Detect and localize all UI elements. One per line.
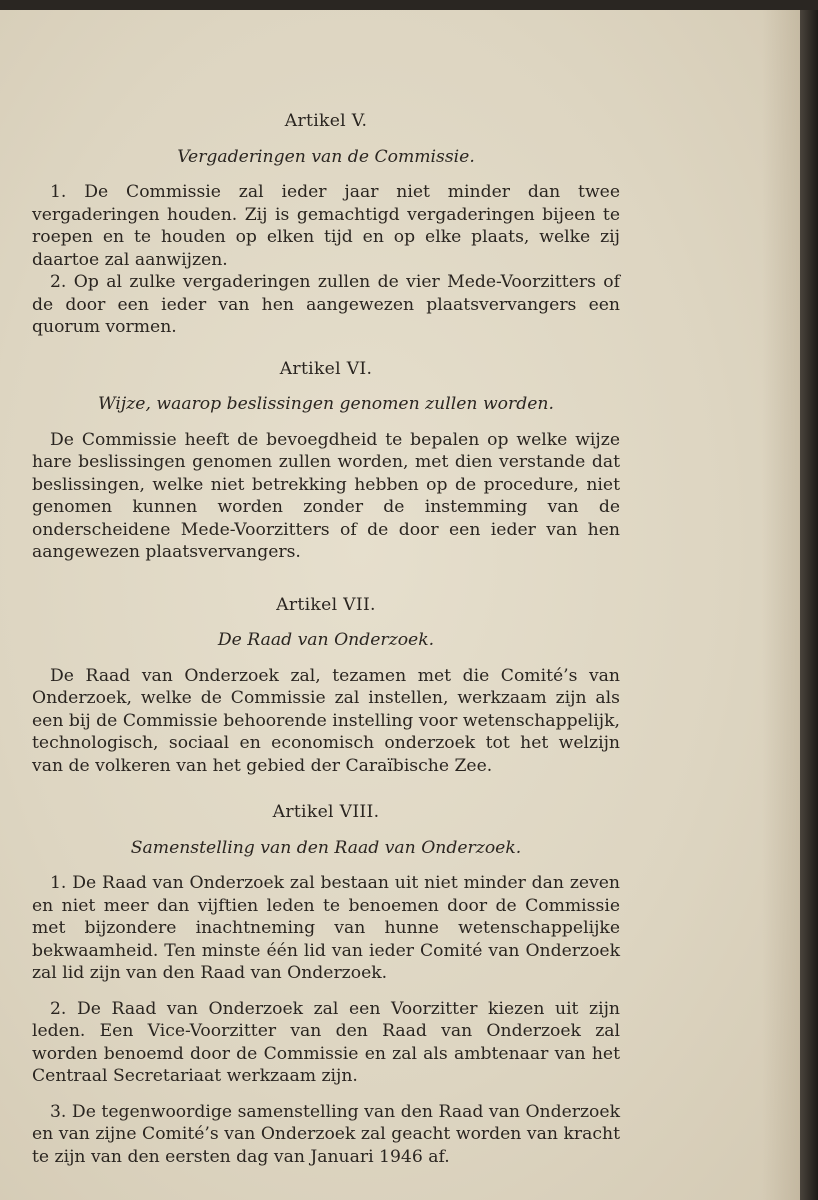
document-page [0, 10, 800, 1200]
paragraph: 1. De Commissie zal ieder jaar niet minder dan twee vergaderingen houden. Zij is gemachtigd vergaderingen bijeen te roepen en te houden op elken tijd en op elke plaats, welke zij daartoe zal aanwijzen. [32, 182, 620, 270]
article-title: Wijze, waarop beslissingen genomen zullen worden. [98, 394, 554, 414]
article-title: Vergaderingen van de Commissie. [177, 146, 475, 167]
paragraph: 2. Op al zulke vergaderingen zullen de vier Mede-Voorzitters of de door een ieder van hen aangewezen plaatsvervangers een quorum vormen. [32, 272, 620, 337]
document-body [32, 110, 620, 1168]
article-5 [32, 110, 620, 339]
paragraph: De Raad van Onderzoek zal, tezamen met die Comité’s van Onderzoek, welke de Commissie zal instellen, werkzaam zijn als een bij de Commissie behoorende instelling voor wetenschappelijk, technologisch, sociaal en economisch onderzoek tot het welzijn van de volkeren van het gebied der Caraïbische Zee. [32, 665, 620, 776]
article-heading: Artikel VII. [276, 594, 376, 615]
page-gutter-shadow [762, 10, 800, 1200]
article-heading: Artikel VIII. [272, 802, 380, 822]
paragraph: 1. De Raad van Onderzoek zal bestaan uit niet minder dan zeven en niet meer dan vijftien leden te benoemen door de Commissie met bijzondere inachtneming van hunne wetenschappelijke bekwaamheid. Ten minste één lid van ieder Comité van Onderzoek zal lid zijn van den Raad van Onderzoek. [32, 873, 620, 983]
paragraph: De Commissie heeft de bevoegdheid te bepalen op welke wijze hare beslissingen genomen zullen worden, met dien verstande dat beslissingen, welke niet betrekking hebben op de procedure, niet genomen kunnen worden zonder de instemming van de onderscheidene Mede-Voorzitters of de door een ieder van hen aangewezen plaatsvervangers. [32, 429, 620, 562]
book-edge [800, 10, 818, 1200]
article-7 [32, 594, 620, 778]
article-title: Samenstelling van den Raad van Onderzoek. [130, 837, 522, 858]
article-6 [32, 358, 620, 564]
paragraph: 2. De Raad van Onderzoek zal een Voorzitter kiezen uit zijn leden. Een Vice-Voorzitter van den Raad van Onderzoek zal worden benoemd door de Commissie en zal als ambtenaar van het Centraal Secretariaat werkzaam zijn. [32, 998, 620, 1086]
article-8 [32, 801, 620, 1168]
article-title: De Raad van Onderzoek. [217, 630, 435, 650]
article-heading: Artikel VI. [279, 358, 373, 379]
paragraph: 3. De tegenwoordige samenstelling van den Raad van Onderzoek en van zijne Comité’s van Onderzoek zal geacht worden van kracht te zijn van den eersten dag van Januari 1946 af. [32, 1101, 620, 1167]
article-heading: Artikel V. [284, 111, 368, 131]
